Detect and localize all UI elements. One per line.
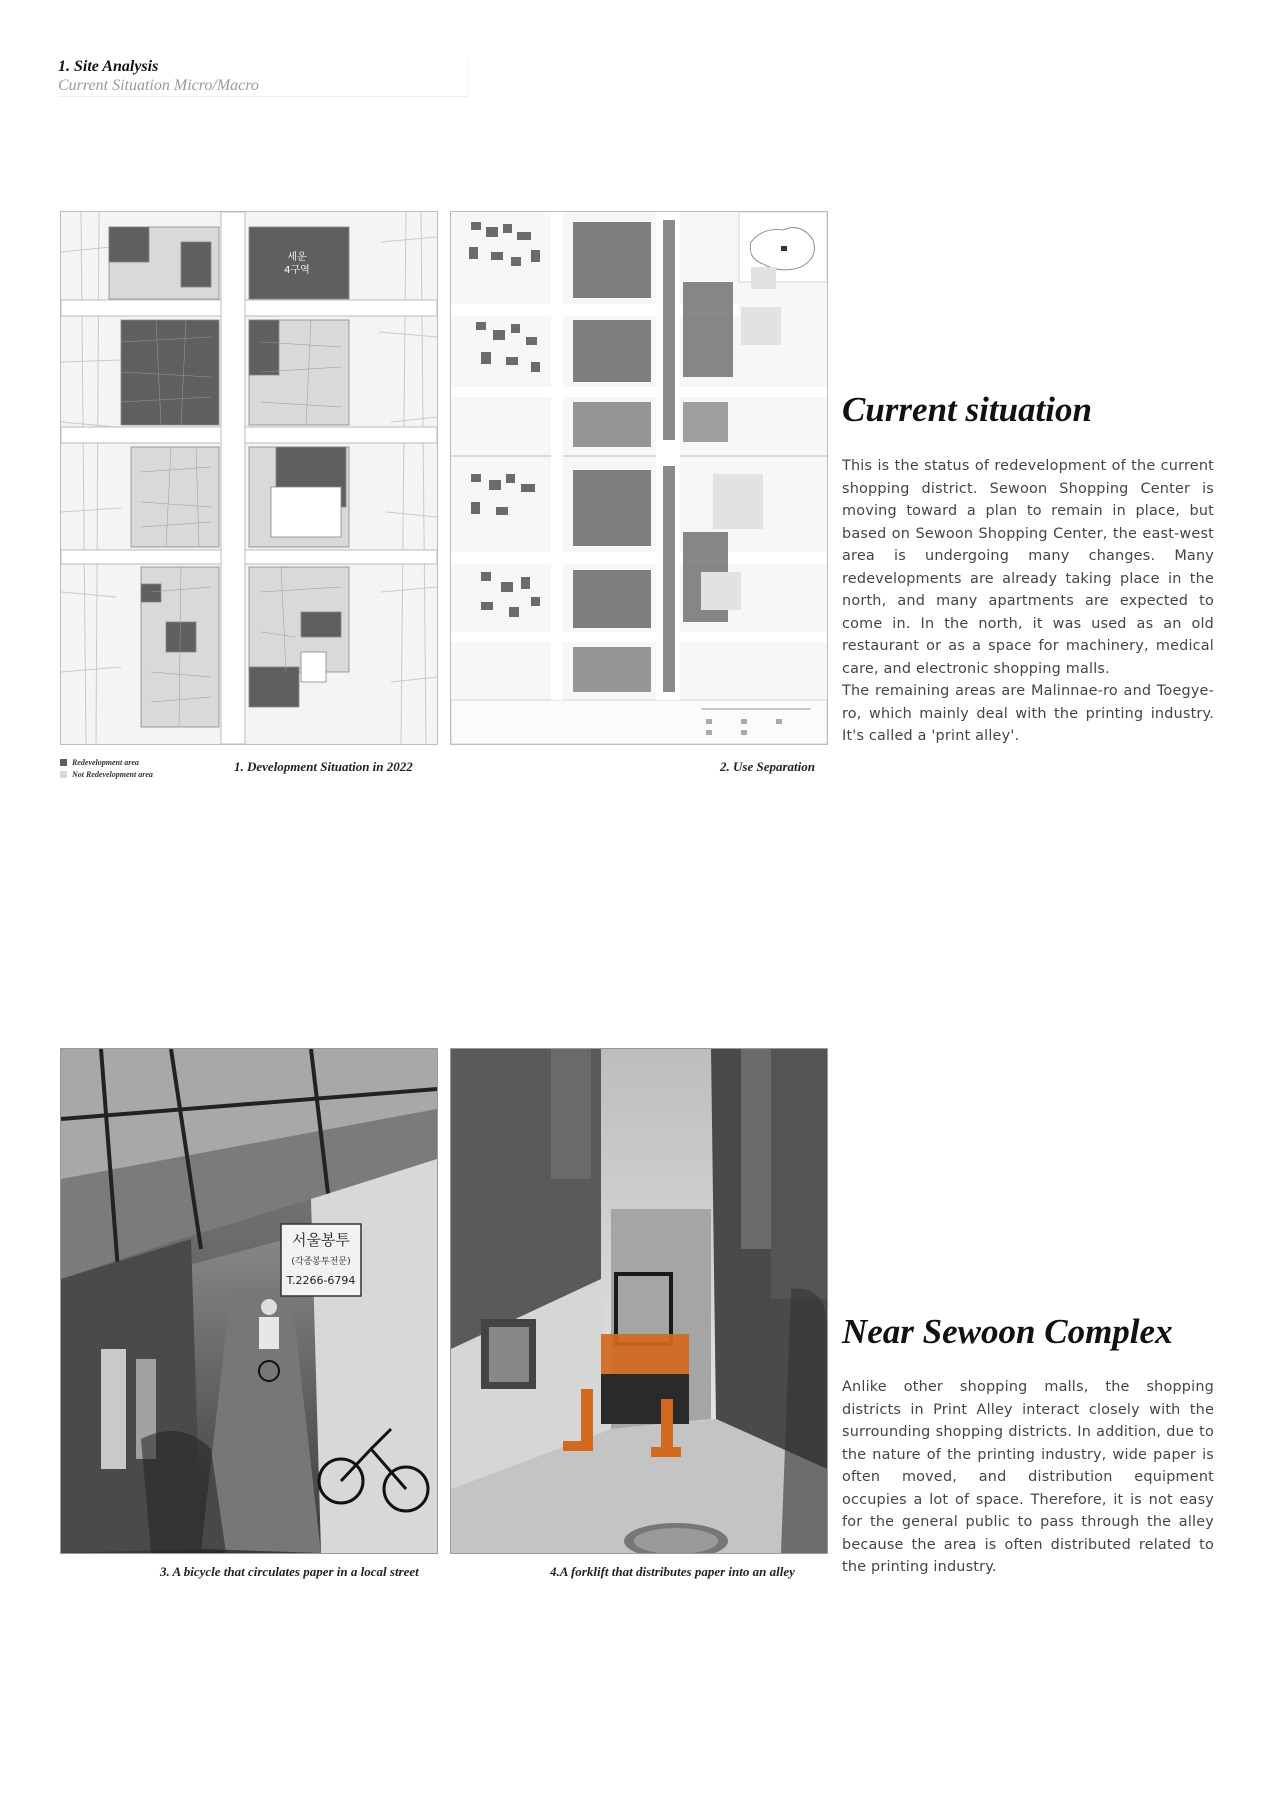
redevelopment-map-graphic (61, 212, 437, 744)
svg-text:T.2266-6794: T.2266-6794 (286, 1274, 356, 1287)
current-situation-heading: Current situation (842, 390, 1092, 429)
figure4-caption: 4.A forklift that distributes paper into an alley (550, 1564, 795, 1579)
legend-not-redevelopment: Not Redevelopment area (60, 769, 153, 781)
shop-sign-text: 서울봉투 (292, 1231, 350, 1249)
bicycle-alley-image (61, 1049, 437, 1553)
current-situation-body: This is the status of redevelopment of the current shopping district. Sewoon Shopping Center is moving toward a plan to remain in place, but based on Sewoon Shopping Center, the east-west area is undergoing many changes. Many redevelopments are already taking place in the north, and many apartments are expected to come in. In the north, it was used as an old restaurant or as a space for machinery, medical care, and electronic shopping malls. The remaining areas are Malinnae-ro and Toegye-ro, which mainly deal with the printing industry. It's called a 'print alley'. (842, 458, 1214, 744)
section-header (58, 58, 469, 97)
sewoon-block-label: 세운 (287, 252, 307, 263)
use-separation-map (450, 211, 828, 745)
figure3-caption: 3. A bicycle that circulates paper in a local street (160, 1564, 419, 1579)
legend-swatch-dark (60, 759, 67, 766)
figure1-caption: 1. Development Situation in 2022 (234, 759, 413, 774)
header-subtitle: Current Situation Micro/Macro (58, 77, 259, 94)
forklift-alley-photo (450, 1048, 828, 1554)
redevelopment-map (60, 211, 438, 745)
legend-swatch-light (60, 771, 67, 778)
legend-redevelopment: Redevelopment area (60, 757, 153, 769)
header-title: 1. Site Analysis (58, 58, 159, 75)
near-sewoon-body: Anlike other shopping malls, the shopping districts in Print Alley interact closely with the surrounding shopping districts. In addition, due to the nature of the printing industry, wide paper is often moved, and distribution equipment occupies a lot of space. Therefore, it is not easy for the general public to pass through the alley because the area is often distributed related to the printing industry. (842, 1379, 1214, 1575)
near-sewoon-heading: Near Sewoon Complex (842, 1312, 1173, 1351)
figure2-caption: 2. Use Separation (720, 759, 815, 774)
svg-text:(각종봉투전문): (각종봉투전문) (291, 1257, 351, 1267)
svg-text:4구역: 4구역 (284, 265, 310, 276)
bicycle-alley-photo (60, 1048, 438, 1554)
map-legend (60, 757, 153, 781)
forklift-alley-image (451, 1049, 827, 1553)
use-separation-map-graphic (451, 212, 827, 744)
